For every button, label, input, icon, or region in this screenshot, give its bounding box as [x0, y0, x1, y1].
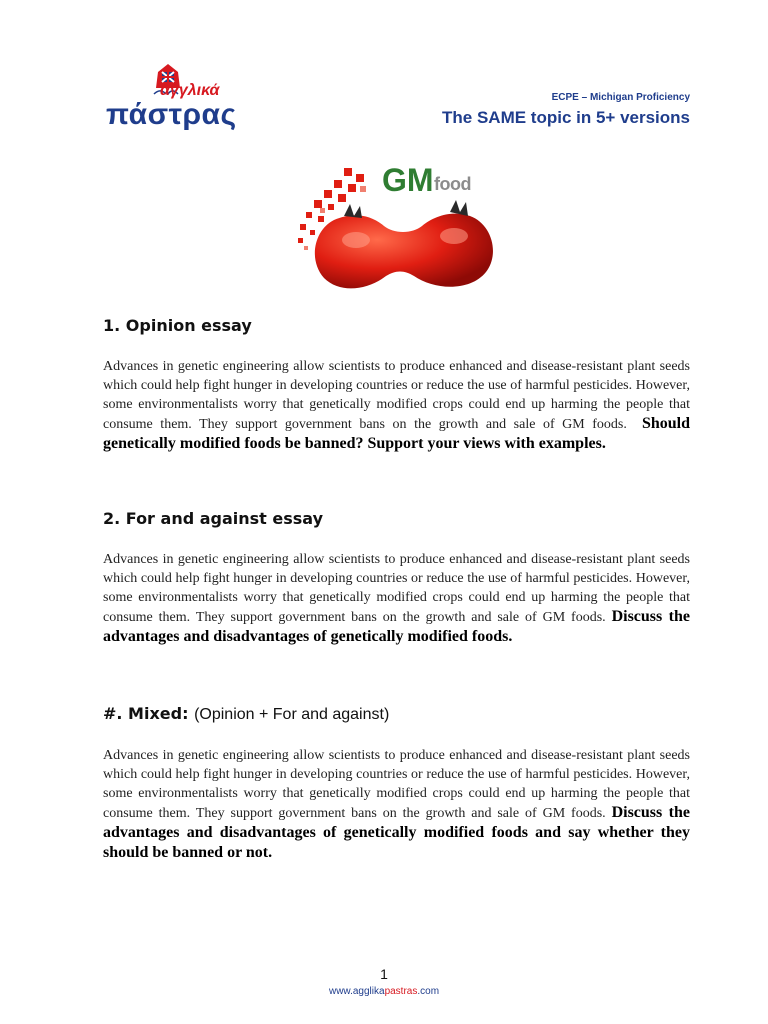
section-body: [103, 357, 690, 454]
gm-food-illustration: [294, 160, 504, 300]
footer-url-suffix: .com: [417, 986, 440, 997]
section-title: [103, 704, 690, 724]
section-question: Discuss the advantages and disadvantages of genetically modified foods.: [103, 608, 690, 645]
section-body: [103, 746, 690, 863]
section-for-against-essay: [103, 509, 690, 647]
publisher-logo: [104, 56, 244, 132]
page-number: 1: [380, 966, 388, 982]
gm-label: GM: [382, 162, 434, 198]
header-subtitle: ECPE – Michigan Proficiency: [551, 92, 690, 103]
footer-url-highlight: pastras: [384, 986, 418, 997]
section-title-text: #. Mixed:: [103, 704, 189, 723]
section-body: [103, 550, 690, 647]
section-body-text: Advances in genetic engineering allow scientists to produce enhanced and disease-resistant plant seeds which could help fight hunger in developing countries or reduce the use of harmful pesticides. However, some environmentalists worry that genetically modified crops could end up harming the people that consume them. They support government bans on the growth and sale of GM foods.: [103, 359, 690, 432]
section-question: Discuss the advantages and disadvantages of genetically modified foods and say whether they should be banned or not.: [103, 804, 690, 861]
footer-url-prefix: www.agglika: [328, 986, 385, 997]
section-title-note: (Opinion + For and against): [194, 706, 390, 723]
section-opinion-essay: [103, 316, 690, 454]
section-title: 1. Opinion essay: [103, 316, 252, 335]
section-body-text: Advances in genetic engineering allow scientists to produce enhanced and disease-resistant plant seeds which could help fight hunger in developing countries or reduce the use of harmful pesticides. However, some environmentalists worry that genetically modified crops could end up harming the people that consume them. They support government bans on the growth and sale of GM foods.: [103, 748, 690, 821]
logo-script-text: αγγλικά: [160, 82, 220, 99]
logo-main-text: πάστρας: [106, 98, 237, 131]
section-mixed-essay: [103, 704, 690, 863]
gm-label-small: food: [434, 174, 471, 194]
footer-website-link[interactable]: [0, 986, 768, 997]
section-question: Should genetically modified foods be banned? Support your views with examples.: [103, 415, 690, 452]
section-title: 2. For and against essay: [103, 509, 324, 528]
section-body-text: Advances in genetic engineering allow scientists to produce enhanced and disease-resistant plant seeds which could help fight hunger in developing countries or reduce the use of harmful pesticides. However, some environmentalists worry that genetically modified crops could end up harming the people that consume them. They support government bans on the growth and sale of GM foods.: [103, 552, 690, 625]
header-title: The SAME topic in 5+ versions: [442, 108, 690, 127]
